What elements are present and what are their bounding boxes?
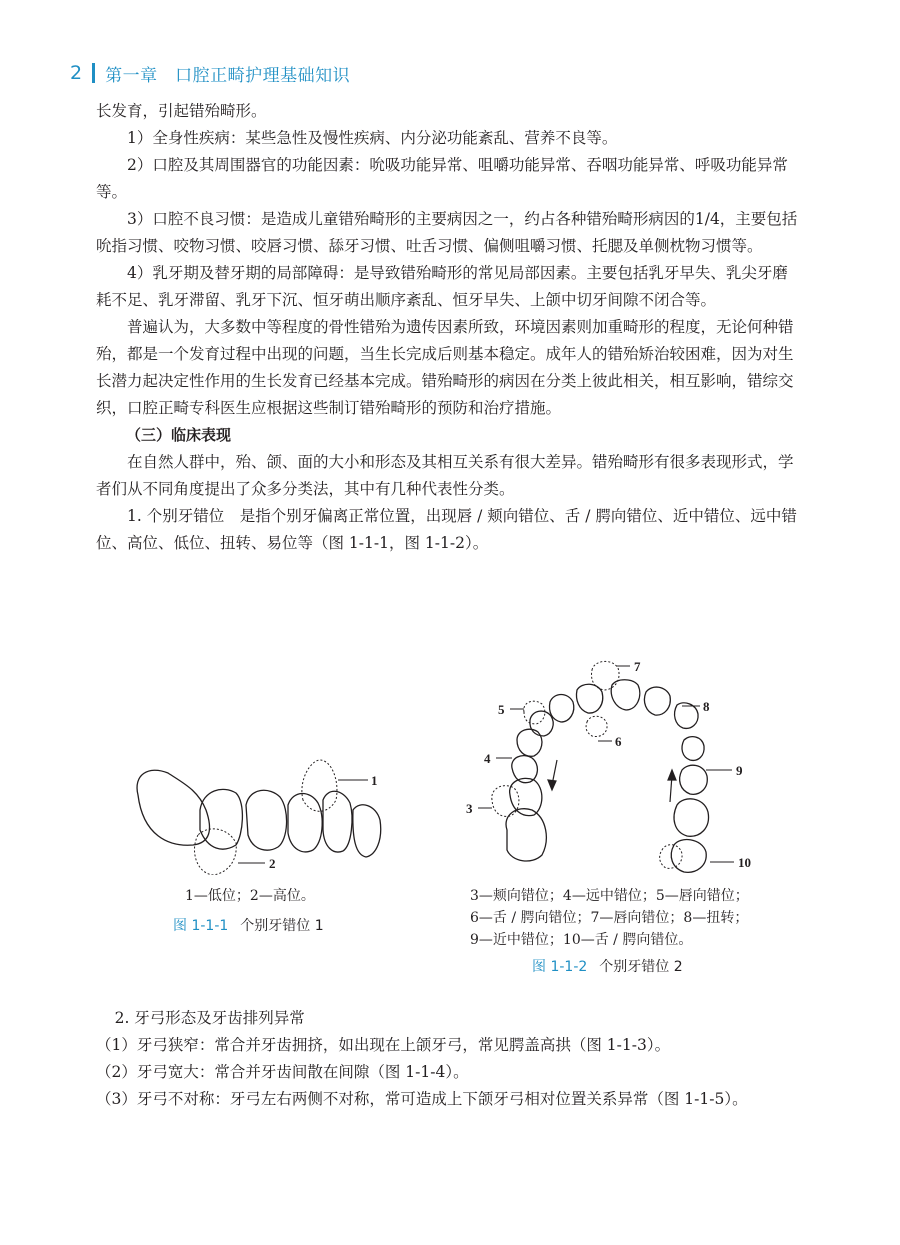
- figure1-legend: 1—低位；2—高位。: [185, 888, 315, 904]
- figure1-number: 图 1-1-1: [173, 918, 229, 934]
- figure2-label-7: 7: [634, 659, 641, 674]
- figure1-title: 个别牙错位 1: [240, 918, 324, 934]
- page-number: 2: [70, 62, 83, 84]
- figure-1-1-2-drawing: [462, 650, 782, 880]
- subsection-heading: 2. 牙弓形态及牙齿排列异常: [114, 1009, 305, 1027]
- chapter-title: 第一章 口腔正畸护理基础知识: [105, 65, 351, 86]
- figure-1-1-1-drawing: [128, 755, 398, 875]
- paragraph: 4）乳牙期及替牙期的局部障碍：是导致错殆畸形的常见局部因素。主要包括乳牙早失、乳尖牙磨耗不足、乳牙滞留、乳牙下沉、恒牙萌出顺序紊乱、恒牙早失、上颌中切牙间隙不闭合等。: [96, 264, 788, 309]
- paragraph: 3）口腔不良习惯：是造成儿童错殆畸形的主要病因之一，约占各种错殆畸形病因的1/4，主要包括吮指习惯、咬物习惯、咬唇习惯、舔牙习惯、吐舌习惯、偏侧咀嚼习惯、托腮及单侧枕物习惯等。: [96, 210, 798, 255]
- figure1-label-2: 2: [269, 856, 276, 871]
- body-text-bottom: [96, 1005, 802, 1113]
- figure2-label-3: 3: [466, 801, 473, 816]
- figure2-label-10: 10: [738, 855, 751, 870]
- paragraph: 1. 个别牙错位 是指个别牙偏离正常位置，出现唇 / 颊向错位、舌 / 腭向错位、近中错位、远中错位、高位、低位、扭转、易位等（图 1-1-1，图 1-1-2）。: [96, 507, 797, 552]
- figure2-number: 图 1-1-2: [532, 959, 588, 975]
- paragraph: 2）口腔及其周围器官的功能因素：吮吸功能异常、咀嚼功能异常、吞咽功能异常、呼吸功能异常等。: [96, 156, 788, 201]
- figure2-label-4: 4: [484, 751, 491, 766]
- figure1-label-1: 1: [371, 773, 378, 788]
- figure2-caption: [532, 956, 683, 976]
- body-text-top: [96, 98, 802, 557]
- list-item: （3）牙弓不对称：牙弓左右两侧不对称，常可造成上下颌牙弓相对位置关系异常（图 1-1-5）。: [96, 1090, 748, 1108]
- figure2-label-8: 8: [703, 699, 710, 714]
- figure2-title: 个别牙错位 2: [599, 959, 683, 975]
- paragraph: 1）全身性疾病：某些急性及慢性疾病、内分泌功能紊乱、营养不良等。: [127, 129, 618, 147]
- section-heading: （三）临床表现: [126, 426, 232, 444]
- paragraph: 长发育，引起错殆畸形。: [96, 102, 267, 120]
- figure2-label-6: 6: [615, 734, 622, 749]
- figure2-label-9: 9: [736, 763, 743, 778]
- figure2-label-5: 5: [498, 702, 505, 717]
- paragraph: 普遍认为，大多数中等程度的骨性错殆为遗传因素所致，环境因素则加重畸形的程度，无论何种错殆，都是一个发育过程中出现的问题，当生长完成后则基本稳定。成年人的错殆矫治较困难，因为对生长潜力起决定性作用的生长发育已经基本完成。错殆畸形的病因在分类上彼此相关，相互影响，错综交织，口腔正畸专科医生应根据这些制订错殆畸形的预防和治疗措施。: [96, 318, 794, 417]
- page-header: [70, 60, 350, 86]
- figure2-legend-line: 6—舌 / 腭向错位；7—唇向错位；8—扭转；: [470, 910, 749, 926]
- figure2-legend-line: 3—颊向错位；4—远中错位；5—唇向错位；: [470, 888, 749, 904]
- figure1-caption: [173, 915, 324, 935]
- list-item: （2）牙弓宽大：常合并牙齿间散在间隙（图 1-1-4）。: [96, 1063, 469, 1081]
- list-item: （1）牙弓狭窄：常合并牙齿拥挤，如出现在上颌牙弓，常见腭盖高拱（图 1-1-3）。: [96, 1036, 671, 1054]
- header-divider: [92, 63, 95, 83]
- paragraph: 在自然人群中，殆、颌、面的大小和形态及其相互关系有很大差异。错殆畸形有很多表现形式，学者们从不同角度提出了众多分类法，其中有几种代表性分类。: [96, 453, 794, 498]
- figure2-legend: [470, 885, 749, 951]
- figure2-legend-line: 9—近中错位；10—舌 / 腭向错位。: [470, 932, 693, 948]
